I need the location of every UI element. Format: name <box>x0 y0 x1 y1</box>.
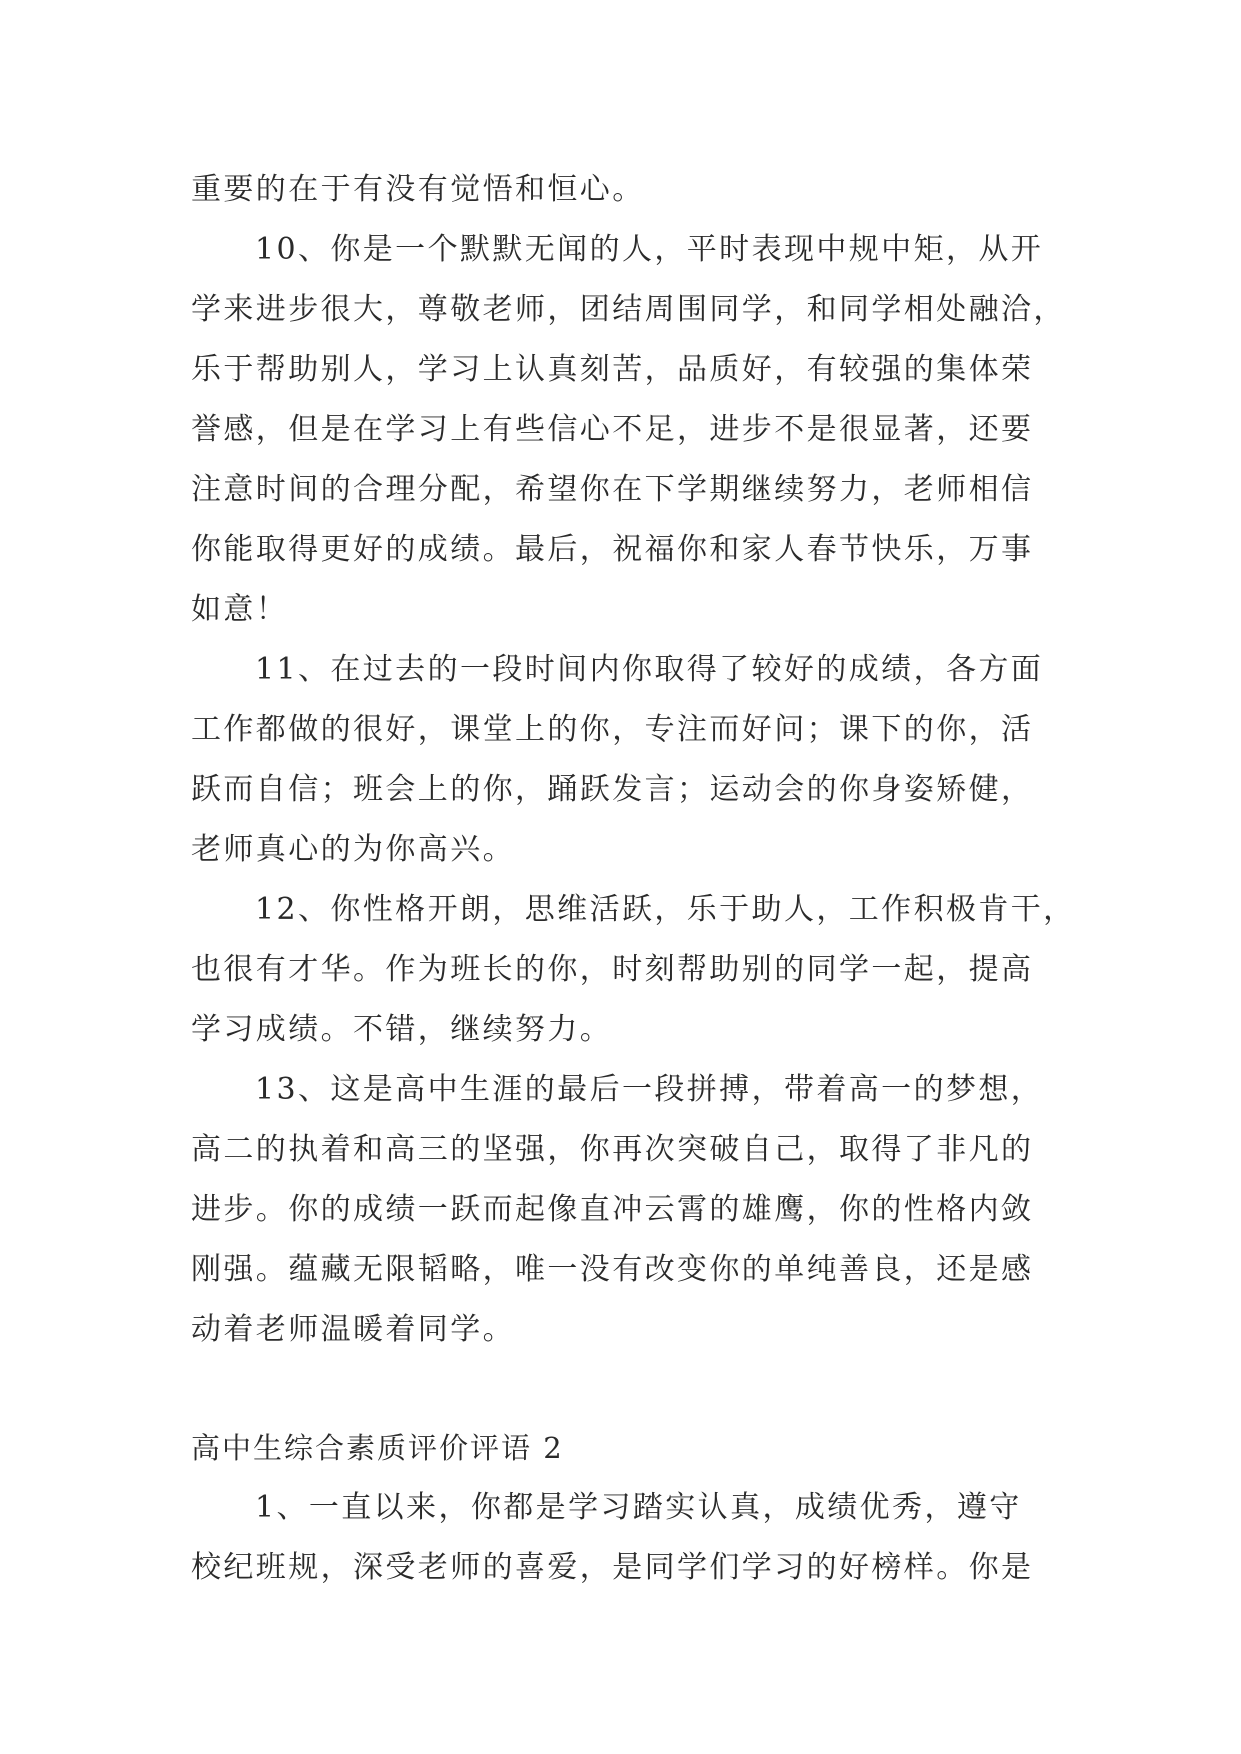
section-spacer <box>191 1360 1051 1418</box>
text-line: 老师真心的为你高兴。 <box>191 832 515 867</box>
text-line: 你能取得更好的成绩。最后，祝福你和家人春节快乐，万事 <box>191 532 1034 567</box>
text-line: 如意！ <box>191 592 289 627</box>
text-line: 重要的在于有没有觉悟和恒心。 <box>191 172 645 207</box>
text-line: 进步。你的成绩一跃而起像直冲云霄的雄鹰，你的性格内敛 <box>191 1192 1034 1227</box>
text-line: 12、你性格开朗，思维活跃，乐于助人，工作积极肯干， <box>255 892 1076 927</box>
text-line: 高二的执着和高三的坚强，你再次突破自己，取得了非凡的 <box>191 1132 1034 1167</box>
text-line: 10、你是一个默默无闻的人，平时表现中规中矩，从开 <box>255 232 1044 267</box>
text-line: 1、一直以来，你都是学习踏实认真，成绩优秀，遵守 <box>255 1490 1022 1525</box>
text-line: 刚强。蕴藏无限韬略，唯一没有改变你的单纯善良，还是感 <box>191 1252 1034 1287</box>
text-line: 乐于帮助别人，学习上认真刻苦，品质好，有较强的集体荣 <box>191 352 1034 387</box>
text-line: 誉感，但是在学习上有些信心不足，进步不是很显著，还要 <box>191 412 1034 447</box>
comment-paragraph-10 <box>191 220 1066 640</box>
comment-paragraph-1 <box>191 1478 1051 1598</box>
text-line: 注意时间的合理分配，希望你在下学期继续努力，老师相信 <box>191 472 1034 507</box>
text-line: 动着老师温暖着同学。 <box>191 1312 515 1347</box>
text-line: 也很有才华。作为班长的你，时刻帮助别的同学一起，提高 <box>191 952 1034 987</box>
comment-paragraph-11 <box>191 640 1051 880</box>
text-line: 工作都做的很好，课堂上的你，专注而好问；课下的你，活 <box>191 712 1034 747</box>
comment-paragraph-13 <box>191 1060 1051 1360</box>
text-line: 学来进步很大，尊敬老师，团结周围同学，和同学相处融洽， <box>191 292 1066 327</box>
text-line: 学习成绩。不错，继续努力。 <box>191 1012 613 1047</box>
text-line: 校纪班规，深受老师的喜爱，是同学们学习的好榜样。你是 <box>191 1550 1034 1585</box>
text-line: 跃而自信；班会上的你，踊跃发言；运动会的你身姿矫健， <box>191 772 1034 807</box>
paragraph-continuation <box>191 160 1051 220</box>
text-line: 11、在过去的一段时间内你取得了较好的成绩，各方面 <box>255 652 1044 687</box>
document-body <box>191 160 1076 1598</box>
comment-paragraph-12 <box>191 880 1076 1060</box>
section-heading: 高中生综合素质评价评语 2 <box>191 1431 564 1465</box>
text-line: 13、这是高中生涯的最后一段拼搏，带着高一的梦想， <box>255 1072 1044 1107</box>
